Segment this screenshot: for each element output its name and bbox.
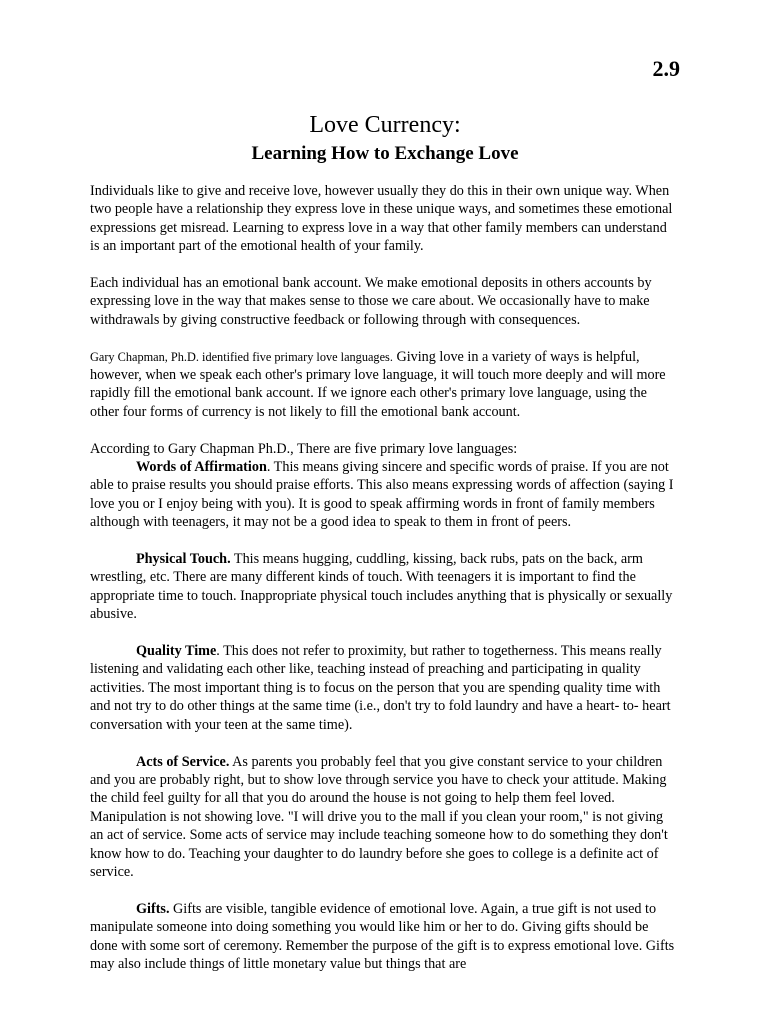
page-number: 2.9 — [652, 56, 680, 81]
paragraph-languages-intro: According to Gary Chapman Ph.D., There are five primary love languages: — [90, 440, 518, 457]
love-language-description: . This does not refer to proximity, but rather to togetherness. This means really listening and validating each other like, teaching instead of preaching and participating in quality activities. The most important thing is to focus on the person that you are spending quality time with and not try to do other things at the same time (i.e., don't try to fold laundry and have a heart- to- heart conversation with your teen at the same time). — [90, 643, 671, 733]
paragraph-intro: Individuals like to give and receive love, however usually they do this in their own unique way. When two people have a relationship they express love in these unique ways, and sometimes these emotional expressions get misread. Learning to express love in a way that other family members can understand is an important part of the emotional health of your family. — [90, 183, 673, 255]
love-language-words-of-affirmation — [90, 458, 678, 532]
chapman-citation: Gary Chapman, Ph.D. identified five primary love languages. — [90, 349, 393, 364]
love-language-name: Words of Affirmation — [136, 459, 267, 476]
love-language-description: As parents you probably feel that you give constant service to your children and you are probably right, but to show love through service you have to check your attitude. Making the child feel guilty for all that you do around the house is not going to help them feel loved. Manipulation is not showing love. "I will drive you to the mall if you clean your room," is not giving an act of service. Some acts of service may include teaching someone how to do something they don't know how to do. Teaching your daughter to do laundry before she goes to college is a definite act of service. — [90, 753, 668, 880]
love-language-name: Physical Touch. — [136, 551, 231, 568]
love-language-gifts — [90, 900, 678, 974]
love-language-name: Acts of Service. — [136, 753, 230, 770]
paragraph-bank-account: Each individual has an emotional bank account. We make emotional deposits in others accounts by expressing love in the way that makes sense to those we care about. We occasionally have to make withdrawals by giving constructive feedback or following through with consequences. — [90, 275, 652, 328]
paragraph-chapman — [90, 348, 678, 422]
love-language-name: Gifts. — [136, 900, 170, 917]
love-language-name: Quality Time — [136, 643, 217, 660]
document-title: Love Currency: — [309, 112, 461, 138]
document-body — [90, 182, 678, 992]
love-language-acts-of-service — [90, 753, 678, 882]
love-language-description: Gifts are visible, tangible evidence of emotional love. Again, a true gift is not used to manipulate someone into doing something you would like him or her to do. Giving gifts should be done with some sort of ceremony. Remember the purpose of the gift is to express emotional love. Gifts may also include things of little monetary value but things that are — [90, 900, 675, 972]
love-language-physical-touch — [90, 550, 678, 624]
love-language-quality-time — [90, 642, 678, 734]
document-subtitle: Learning How to Exchange Love — [251, 143, 519, 164]
love-language-description: . This means giving sincere and specific words of praise. If you are not able to praise results you should praise efforts. This also means expressing words of affection (saying I love you or I enjoy being with you). It is good to speak affirming words in front of family members although with teenagers, it may not be a good idea to speak to them in front of peers. — [90, 459, 674, 531]
love-language-description: This means hugging, cuddling, kissing, back rubs, pats on the back, arm wrestling, etc. There are many different kinds of touch. With teenagers it is important to find the appropriate time to touch. Inappropriate physical touch includes anything that is physically or sexually abusive. — [90, 551, 673, 623]
chapman-text: Giving love in a variety of ways is helpful, however, when we speak each other's primary love language, it will touch more deeply and will more rapidly fill the emotional bank account. If we ignore each other's primary love language, using the other four forms of currency is not likely to fill the emotional bank account. — [90, 348, 666, 420]
